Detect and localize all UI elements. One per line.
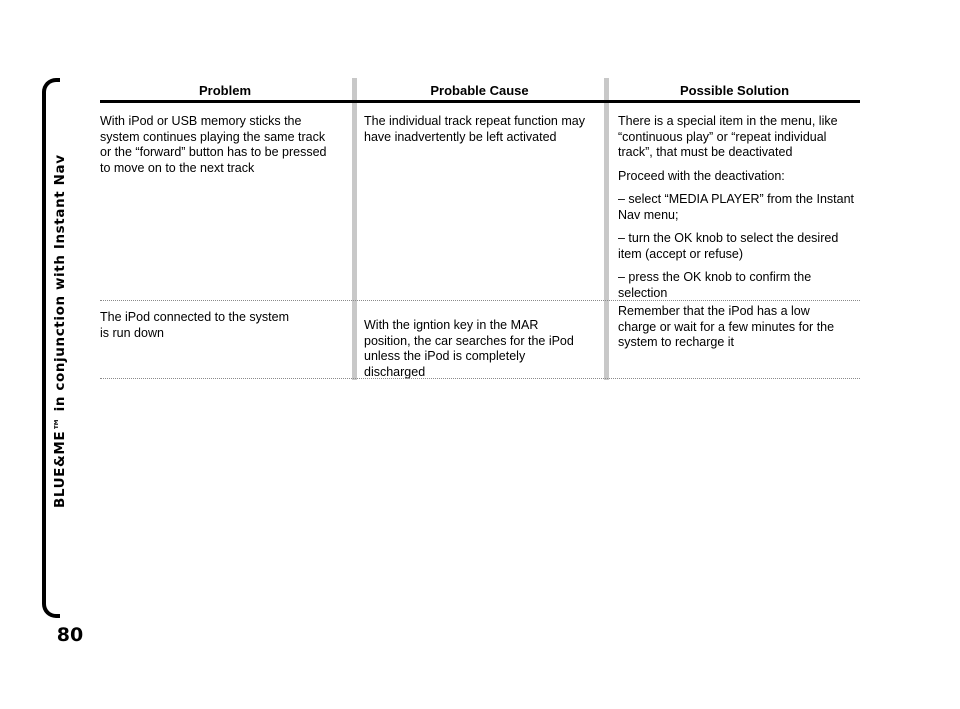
text-line: With iPod or USB memory sticks the <box>100 114 302 128</box>
row-separator <box>100 300 860 301</box>
text-line: Instant Nav menu; <box>618 192 854 222</box>
text-line: item (accept or refuse) <box>618 246 744 261</box>
text-line: or the “forward” button has to be pressed <box>100 145 327 159</box>
text-line: track”, that must be deactivated <box>618 145 793 159</box>
text-line: Remember that the iPod has a low <box>618 304 810 318</box>
problem-cell <box>100 114 348 176</box>
text-line: With the igntion key in the MAR <box>364 318 539 332</box>
text-line: discharged <box>364 364 426 379</box>
text-line: The individual track repeat function may <box>364 114 585 128</box>
text-line: have inadvertently be left activated <box>364 129 557 144</box>
solution-cell <box>618 114 860 309</box>
text-line: selection <box>618 285 668 300</box>
row-separator <box>100 378 860 379</box>
header-rule <box>100 100 860 103</box>
text-line: system to recharge it <box>618 335 735 349</box>
table-row <box>100 114 860 304</box>
text-line: – press the OK knob to confirm the <box>618 270 812 284</box>
text-line: There is a special item in the menu, like <box>618 114 838 128</box>
troubleshooting-table <box>100 78 860 382</box>
solution-step <box>618 192 860 223</box>
solution-lead: Proceed with the deactivation: <box>618 168 785 183</box>
header-possible-solution: Possible Solution <box>679 83 790 98</box>
solution-cell <box>618 304 860 351</box>
text-line: to move on to the next track <box>100 160 255 175</box>
solution-intro <box>618 114 860 161</box>
header-probable-cause: Probable Cause <box>430 83 529 98</box>
text-line: The iPod connected to the system <box>100 310 289 324</box>
text-line: is run down <box>100 325 164 340</box>
text-line: – turn the OK knob to select the desired <box>618 231 839 245</box>
solution-step <box>618 231 860 262</box>
text-line: unless the iPod is completely <box>364 349 526 363</box>
page-number: 80 <box>56 624 84 646</box>
solution-step <box>618 270 860 301</box>
text-line: system continues playing the same track <box>100 129 326 144</box>
text-line: “continuous play” or “repeat individual <box>618 129 827 144</box>
problem-cell <box>100 310 348 341</box>
text-line: – select “MEDIA PLAYER” from the <box>618 192 813 206</box>
text-line: position, the car searches for the iPod <box>364 333 574 348</box>
text-line: charge or wait for a few minutes for the <box>618 319 835 334</box>
cause-cell <box>364 318 604 380</box>
side-section-title: BLUE&ME™ in conjunction with Instant Nav <box>52 154 68 508</box>
table-row <box>100 304 860 380</box>
cause-cell <box>364 114 604 145</box>
header-problem: Problem <box>198 83 251 98</box>
